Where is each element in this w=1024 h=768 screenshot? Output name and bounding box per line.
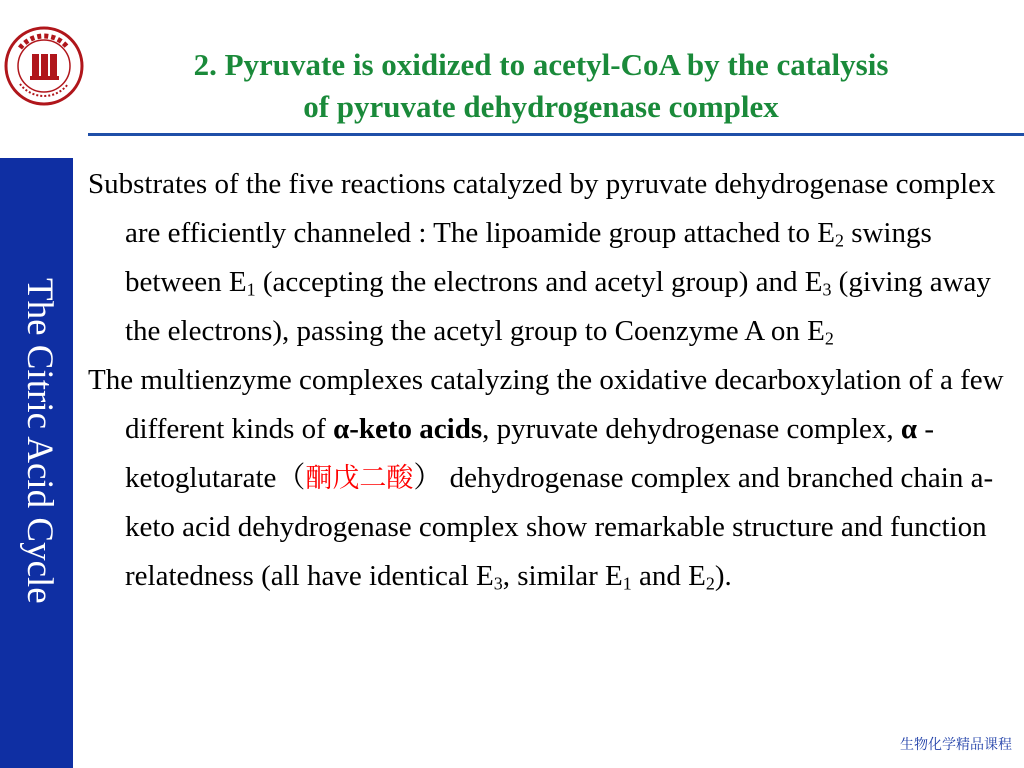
para1-sub-4: 2 [824, 328, 834, 349]
para2-text-6: and E [631, 560, 706, 592]
para1-text-2: swings between E [125, 217, 932, 298]
para1-sub-2: 1 [246, 279, 256, 300]
slide-title-line2: of pyruvate dehydrogenase complex [303, 89, 779, 124]
para2-text-7: ). [714, 560, 732, 592]
university-logo [4, 26, 84, 106]
slide-title-line1: 2. Pyruvate is oxidized to acetyl-CoA by the catalysis [193, 47, 889, 82]
para2-sub-1: 3 [493, 573, 503, 594]
para2-sub-3: 2 [705, 573, 715, 594]
slide-body [88, 160, 1012, 601]
para1-sub-3: 3 [822, 279, 832, 300]
hubei-normal-university-seal-icon [4, 26, 84, 106]
keyword-alpha: α [900, 413, 918, 445]
para1-text-3: (accepting the electrons and acetyl group) and E [255, 266, 823, 298]
keyword-alpha-keto-acids: α-keto acids [333, 413, 483, 445]
para1-text-1: Substrates of the five reactions catalyzed by pyruvate dehydrogenase complex are efficiently channeled : The lipoamide group attached to E [88, 168, 996, 249]
para1-sub-1: 2 [834, 230, 844, 251]
para2-text-2: , pyruvate dehydrogenase complex, [482, 413, 901, 445]
para2-text-5: , similar E [502, 560, 623, 592]
sidebar-label: The Citric Acid Cycle [19, 278, 60, 604]
chinese-term-ketoglutaric-acid: 酮戊二酸 [305, 463, 414, 494]
course-footer: 生物化学精品课程 [900, 737, 1012, 753]
paragraph-substrates [88, 160, 1012, 356]
para2-text-4: ） dehydrogenase complex and branched chain a-keto acid dehydrogenase complex show remarkable structure and function relatedness (all have identical E [125, 462, 994, 592]
paragraph-multienzyme [88, 356, 1012, 601]
title-divider [88, 133, 1024, 136]
para2-sub-2: 1 [622, 573, 632, 594]
para2-text-1: The multienzyme complexes catalyzing the oxidative decarboxylation of a few different kinds of [88, 364, 1004, 445]
slide-title [96, 44, 986, 128]
para2-text-3: -ketoglutarate（ [125, 413, 935, 494]
para1-text-4: (giving away the electrons), passing the acetyl group to Coenzyme A on E [125, 266, 991, 347]
